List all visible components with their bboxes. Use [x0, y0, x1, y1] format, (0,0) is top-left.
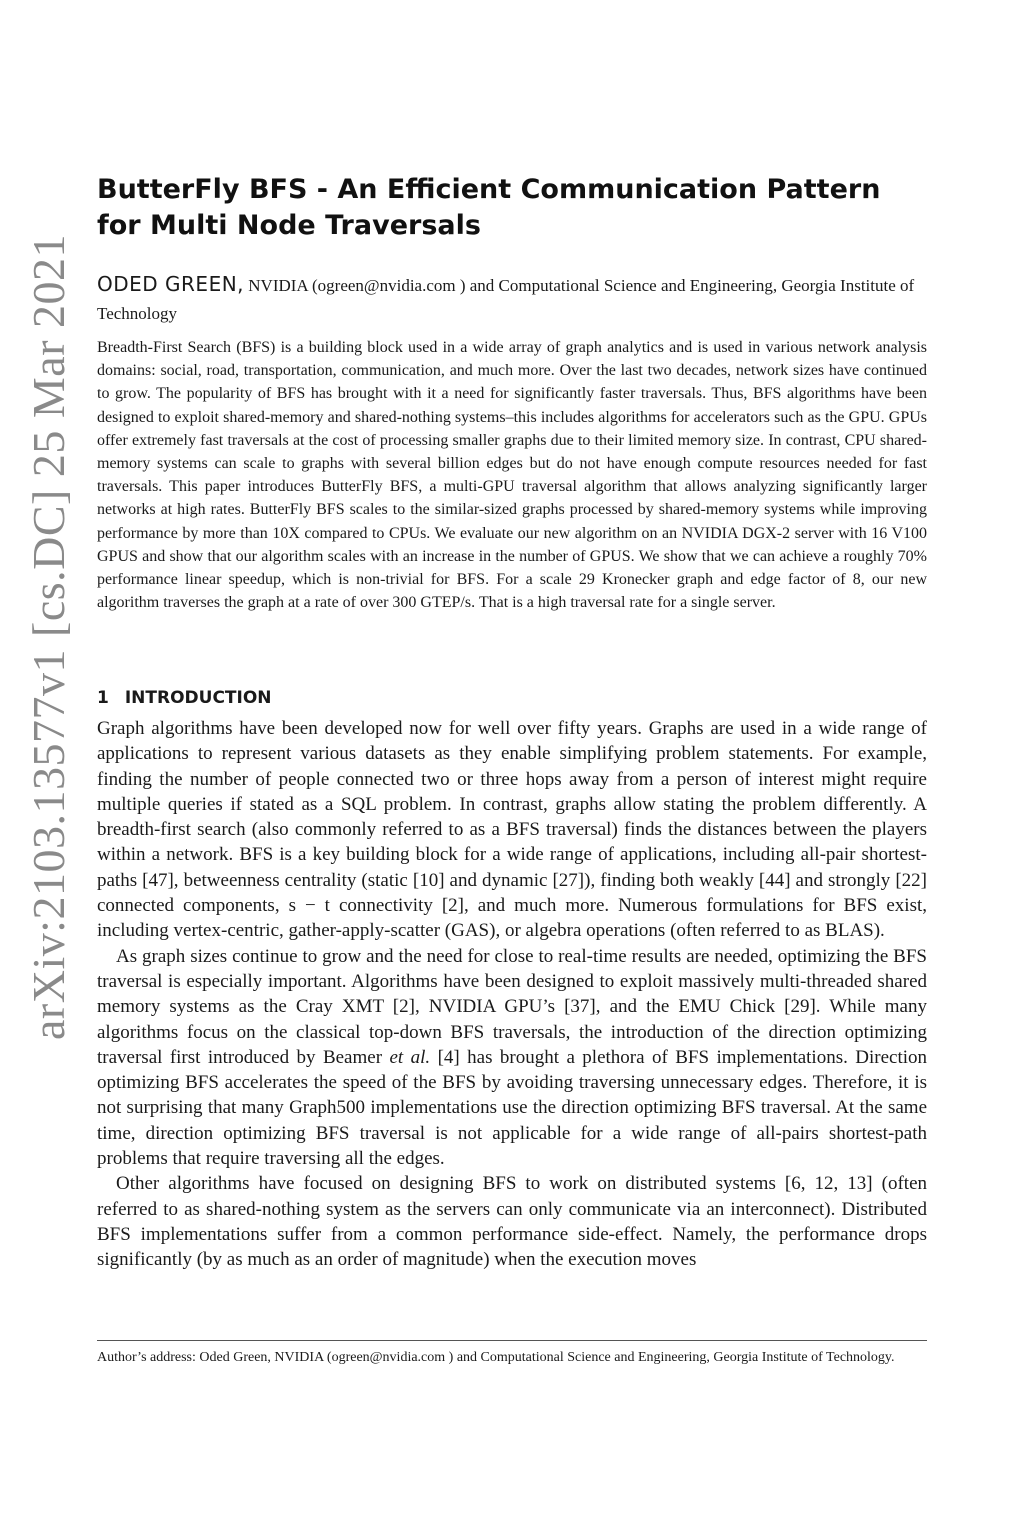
section-heading — [97, 688, 927, 708]
et-al-citation: et al. — [389, 1046, 431, 1068]
abstract: Breadth-First Search (BFS) is a building block used in a wide array of graph analytics and is used in various network analysis domains: social, road, transportation, communication, and much more. Over the last two decades, network sizes have continued to grow. The popularity of BFS has brought with it a need for significantly faster traversals. Thus, BFS algorithms have been designed to exploit shared-memory and shared-nothing systems–this includes algorithms for accelerators such as the GPU. GPUs offer extremely fast traversals at the cost of processing smaller graphs due to their limited memory size. In contrast, CPU shared-memory systems can scale to graphs with several billion edges but do not have enough compute resources needed for fast traversals. This paper introduces ButterFly BFS, a multi-GPU traversal algorithm that allows analyzing significantly larger networks at high rates. ButterFly BFS scales to the similar-sized graphs processed by shared-memory systems while improving performance by more than 10X compared to CPUs. We evaluate our new algorithm on an NVIDIA DGX-2 server with 16 V100 GPUS and show that our algorithm scales with an increase in the number of GPUS. We show that we can achieve a roughly 70% performance linear speedup, which is non-trivial for BFS. For a scale 29 Kronecker graph and edge factor of 8, our new algorithm traverses the graph at a rate of over 300 GTEP/s. That is a high traversal rate for a single server. — [97, 339, 927, 612]
paragraph-2-part-b: [4] has brought a plethora of BFS implementations. Direction optimizing BFS accelerates the speed of the BFS by avoiding traversing unnecessary edges. Therefore, it is not surprising that many Graph500 implementations use the direction optimizing BFS traversal. At the same time, direction optimizing BFS traversal is not applicable for a wide range of all-pairs shortest-path problems that require traversing all the edges. — [97, 1046, 928, 1170]
paragraph-2 — [97, 944, 927, 1172]
author-affiliation: NVIDIA (ogreen@nvidia.com ) and Computational Science and Engineering, Georgia Institute of Technology — [97, 276, 915, 323]
author-name: ODED GREEN, — [97, 272, 245, 296]
arxiv-identifier-stamp: arXiv:2103.13577v1 [cs.DC] 25 Mar 2021 — [23, 233, 74, 1040]
paper-title: ButterFly BFS - An Efficient Communication Pattern for Multi Node Traversals — [97, 174, 881, 241]
paragraph-3: Other algorithms have focused on designing BFS to work on distributed systems [6, 12, 13] (often referred to as shared-nothing system as the servers can only communicate via an interconnect). Distributed BFS implementations suffer from a common performance side-effect. Namely, the performance drops significantly (by as much as an order of magnitude) when the execution moves — [97, 1173, 927, 1271]
author-block — [97, 270, 927, 328]
introduction-body — [97, 716, 927, 1273]
paragraph-2-part-a: As graph sizes continue to grow and the need for close to real-time results are needed, optimizing the BFS traversal is especially important. Algorithms have been designed to exploit massively multi-threaded shared memory systems as the Cray XMT [2], NVIDIA GPU’s [37], and the EMU Chick [29]. While many algorithms focus on the classical top-down BFS traversals, the introduction of the direction optimizing traversal first introduced by Beamer — [97, 945, 927, 1068]
section-number: 1 — [97, 688, 109, 708]
paragraph-1: Graph algorithms have been developed now for well over fifty years. Graphs are used in a wide range of applications to represent various datasets as they enable simplifying problem statements. For example, finding the number of people connected two or three hops away from a person of interest might require multiple queries if stated as a SQL problem. In contrast, graphs allow stating the problem differently. A breadth-first search (also commonly referred to as a BFS traversal) finds the distances between the players within a network. BFS is a key building block for a wide range of applications, including all-pair shortest-paths [47], betweenness centrality (static [10] and dynamic [27]), finding both weakly [44] and strongly [22] connected components, s − t connectivity [2], and much more. Numerous formulations for BFS exist, including vertex-centric, gather-apply-scatter (GAS), or algebra operations (often referred to as BLAS). — [97, 718, 927, 942]
section-title: INTRODUCTION — [124, 688, 272, 708]
author-address-footnote: Author’s address: Oded Green, NVIDIA (ogreen@nvidia.com ) and Computational Science and Engineering, Georgia Institute of Technology. — [97, 1350, 895, 1365]
footnote-divider — [97, 1340, 927, 1341]
